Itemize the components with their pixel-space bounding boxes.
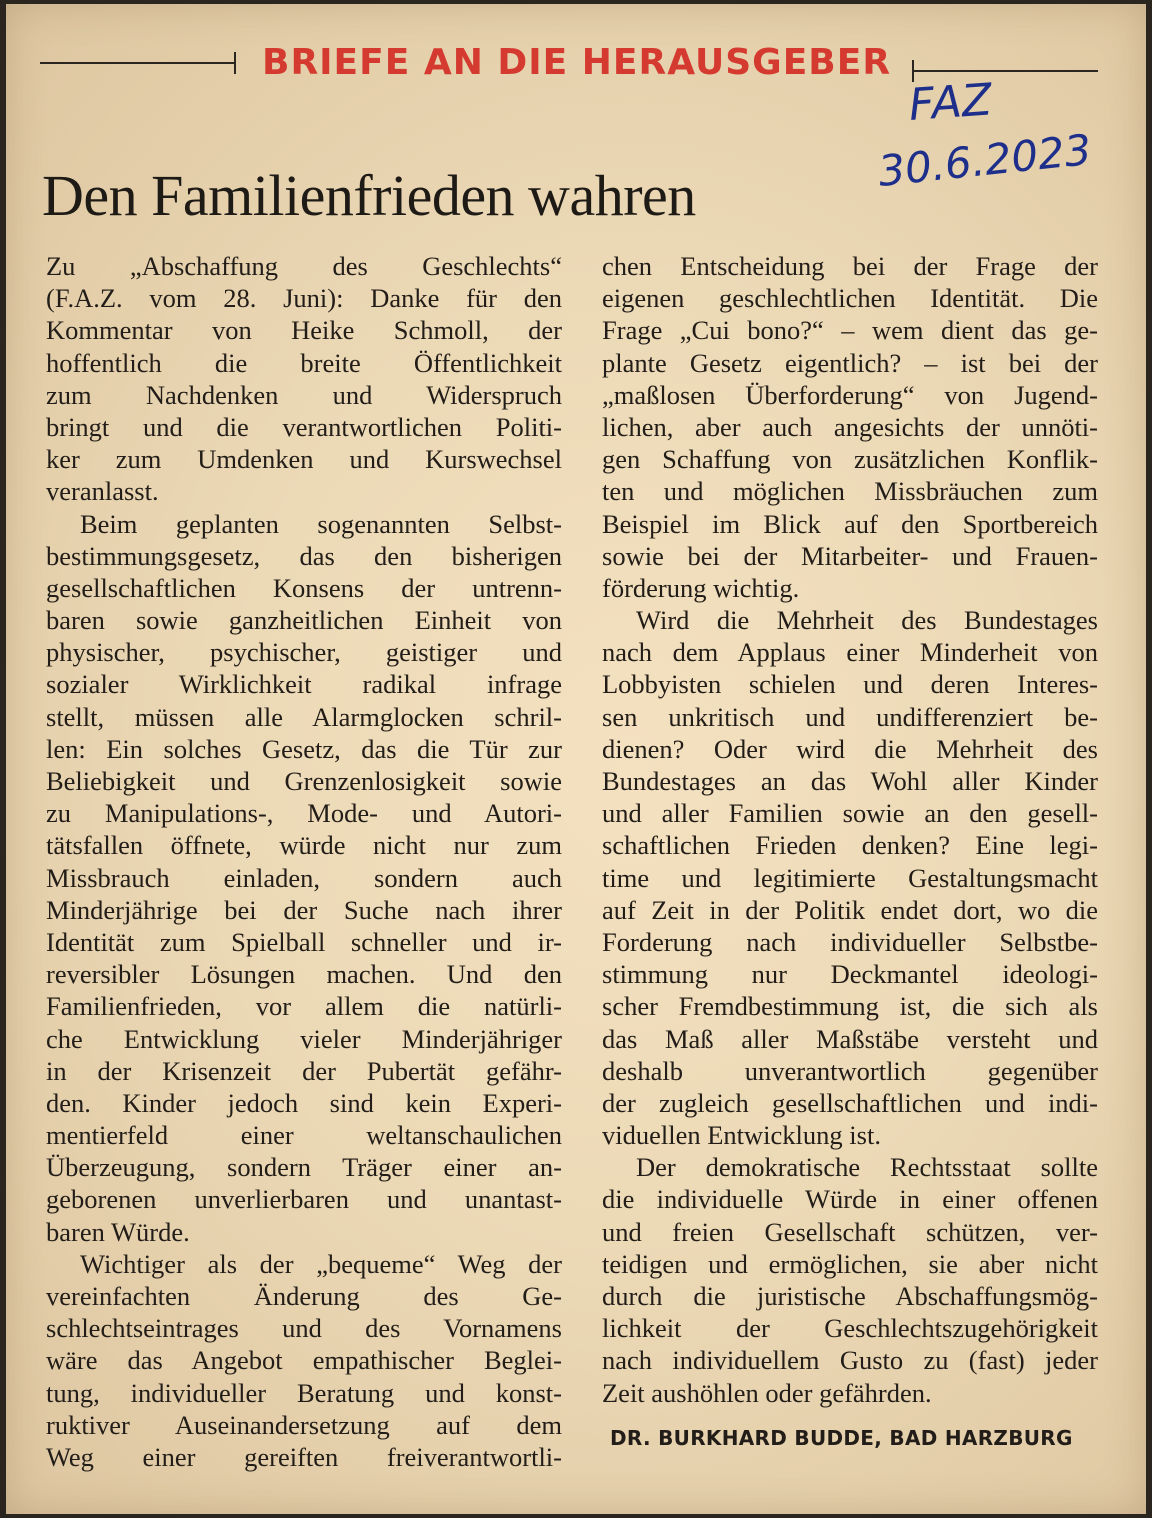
text-line: Beliebigkeit und Grenzenlosigkeit sowie bbox=[46, 766, 562, 796]
handwritten-source: FAZ bbox=[907, 74, 994, 131]
section-header: BRIEFE AN DIE HERAUSGEBER bbox=[262, 42, 892, 83]
text-line: time und legitimierte Gestaltungsmacht bbox=[602, 862, 1098, 893]
text-line: bringt und die verantwortlichen Politi- bbox=[46, 411, 562, 442]
text-line: lichen, aber auch angesichts der unnöti- bbox=[602, 411, 1098, 442]
text-line: scher Fremdbestimmung ist, die sich als bbox=[602, 991, 1098, 1022]
text-line: Forderung nach individueller Selbstbe- bbox=[602, 926, 1098, 957]
text-line: durch die juristische Abschaffungsmög- bbox=[602, 1281, 1098, 1311]
text-line: Zeit aushöhlen oder gefährden. bbox=[602, 1377, 932, 1408]
text-line: gen Schaffung von zusätzlichen Konflik- bbox=[602, 444, 1098, 475]
text-line: viduellen Entwicklung ist. bbox=[602, 1120, 881, 1151]
text-line: sowie bei der Mitarbeiter- und Frauen- bbox=[602, 540, 1098, 571]
text-line: teidigen und ermöglichen, sie aber nicht bbox=[602, 1248, 1098, 1279]
text-line: baren Würde. bbox=[46, 1216, 190, 1247]
text-line: das Maß aller Maßstäbe versteht und bbox=[602, 1023, 1098, 1054]
right-text-column bbox=[602, 250, 1098, 1409]
text-line: tung, individueller Beratung und konst- bbox=[46, 1377, 562, 1408]
text-line: auf Zeit in der Politik endet dort, wo die bbox=[602, 894, 1098, 925]
text-line: sozialer Wirklichkeit radikal infrage bbox=[46, 669, 562, 700]
text-line: (F.A.Z. vom 28. Juni): Danke für den bbox=[46, 283, 562, 314]
text-line: Überzeugung, sondern Träger einer an- bbox=[46, 1152, 562, 1183]
text-line: zum Nachdenken und Widerspruch bbox=[46, 379, 562, 410]
text-line: deshalb unverantwortlich gegenüber bbox=[602, 1055, 1098, 1086]
text-line: veranlasst. bbox=[46, 476, 159, 507]
text-line: und aller Familien sowie an den gesell- bbox=[602, 798, 1098, 829]
text-line: nach dem Applaus einer Minderheit von bbox=[602, 637, 1098, 668]
text-line: wäre das Angebot empathischer Beglei- bbox=[46, 1345, 562, 1376]
text-line: Beim geplanten sogenannten Selbst- bbox=[80, 508, 562, 539]
text-line: geborenen unverlierbaren und unantast- bbox=[46, 1184, 562, 1215]
text-line: Frage „Cui bono?“ – wem dient das ge- bbox=[602, 315, 1098, 346]
text-line: physischer, psychischer, geistiger und bbox=[46, 637, 562, 668]
text-line: ruktiver Auseinandersetzung auf dem bbox=[46, 1409, 562, 1440]
text-line: Der demokratische Rechtsstaat sollte bbox=[636, 1152, 1098, 1183]
text-line: Bundestages an das Wohl aller Kinder bbox=[602, 766, 1098, 796]
text-line: förderung wichtig. bbox=[602, 572, 800, 603]
text-line: „maßlosen Überforderung“ von Jugend- bbox=[602, 379, 1098, 410]
text-line: stimmung nur Deckmantel ideologi- bbox=[602, 959, 1098, 990]
text-line: dienen? Oder wird die Mehrheit des bbox=[602, 733, 1098, 764]
text-line: baren sowie ganzheitlichen Einheit von bbox=[46, 605, 562, 636]
text-line: mentierfeld einer weltanschaulichen bbox=[46, 1120, 562, 1151]
handwritten-note bbox=[876, 74, 1116, 204]
text-line: stellt, müssen alle Alarmglocken schril- bbox=[46, 701, 562, 732]
text-line: tätsfallen öffnete, würde nicht nur zum bbox=[46, 830, 562, 861]
text-line: bestimmungsgesetz, das den bisherigen bbox=[46, 540, 562, 571]
text-line: chen Entscheidung bei der Frage der bbox=[602, 251, 1098, 281]
text-line: vereinfachten Änderung des Ge- bbox=[46, 1281, 562, 1311]
newspaper-clipping bbox=[6, 4, 1146, 1514]
text-line: zu Manipulations-, Mode- und Autori- bbox=[46, 798, 562, 829]
text-line: Zu „Abschaffung des Geschlechts“ bbox=[46, 251, 562, 281]
header-rule-left-tick bbox=[234, 52, 236, 74]
text-line: Weg einer gereiften freiverantwortli- bbox=[46, 1441, 562, 1472]
text-line: Familienfrieden, vor allem die natürli- bbox=[46, 991, 562, 1022]
text-line: nach individuellem Gusto zu (fast) jeder bbox=[602, 1345, 1098, 1376]
text-line: schlechtseintrages und des Vornamens bbox=[46, 1313, 562, 1344]
text-line: hoffentlich die breite Öffentlichkeit bbox=[46, 347, 562, 378]
text-line: in der Krisenzeit der Pubertät gefähr- bbox=[46, 1055, 562, 1086]
text-line: len: Ein solches Gesetz, das die Tür zur bbox=[46, 733, 562, 764]
left-text-column bbox=[46, 250, 562, 1473]
text-line: Minderjährige bei der Suche nach ihrer bbox=[46, 894, 562, 925]
text-line: den. Kinder jedoch sind kein Experi- bbox=[46, 1087, 562, 1118]
text-line: sen unkritisch und undifferenziert be- bbox=[602, 701, 1098, 732]
text-line: ker zum Umdenken und Kurswechsel bbox=[46, 444, 562, 475]
text-line: Wird die Mehrheit des Bundestages bbox=[636, 605, 1098, 636]
text-line: Identität zum Spielball schneller und ir- bbox=[46, 926, 562, 957]
text-line: eigenen geschlechtlichen Identität. Die bbox=[602, 283, 1098, 314]
text-line: und freien Gesellschaft schützen, ver- bbox=[602, 1216, 1098, 1247]
text-line: der zugleich gesellschaftlichen und indi- bbox=[602, 1087, 1098, 1118]
text-line: reversibler Lösungen machen. Und den bbox=[46, 959, 562, 990]
text-line: Lobbyisten schielen und deren Interes- bbox=[602, 669, 1098, 700]
text-line: lichkeit der Geschlechtszugehörigkeit bbox=[602, 1313, 1098, 1344]
letter-signature: DR. BURKHARD BUDDE, BAD HARZBURG bbox=[610, 1426, 1073, 1450]
handwritten-date: 30.6.2023 bbox=[876, 124, 1094, 196]
text-line: schaftlichen Frieden denken? Eine legi- bbox=[602, 830, 1098, 861]
text-line: plante Gesetz eigentlich? – ist bei der bbox=[602, 347, 1098, 378]
text-line: Kommentar von Heike Schmoll, der bbox=[46, 315, 562, 346]
text-line: die individuelle Würde in einer offenen bbox=[602, 1184, 1098, 1215]
text-line: Beispiel im Blick auf den Sportbereich bbox=[602, 508, 1098, 539]
text-line: Wichtiger als der „bequeme“ Weg der bbox=[80, 1248, 562, 1279]
text-line: che Entwicklung vieler Minderjähriger bbox=[46, 1023, 562, 1054]
article-headline: Den Familienfrieden wahren bbox=[42, 163, 696, 228]
header-rule-right bbox=[914, 70, 1098, 72]
text-line: ten und möglichen Missbräuchen zum bbox=[602, 476, 1098, 507]
header-rule-left bbox=[40, 62, 236, 64]
text-line: gesellschaftlichen Konsens der untrenn- bbox=[46, 572, 562, 603]
text-line: Missbrauch einladen, sondern auch bbox=[46, 862, 562, 893]
